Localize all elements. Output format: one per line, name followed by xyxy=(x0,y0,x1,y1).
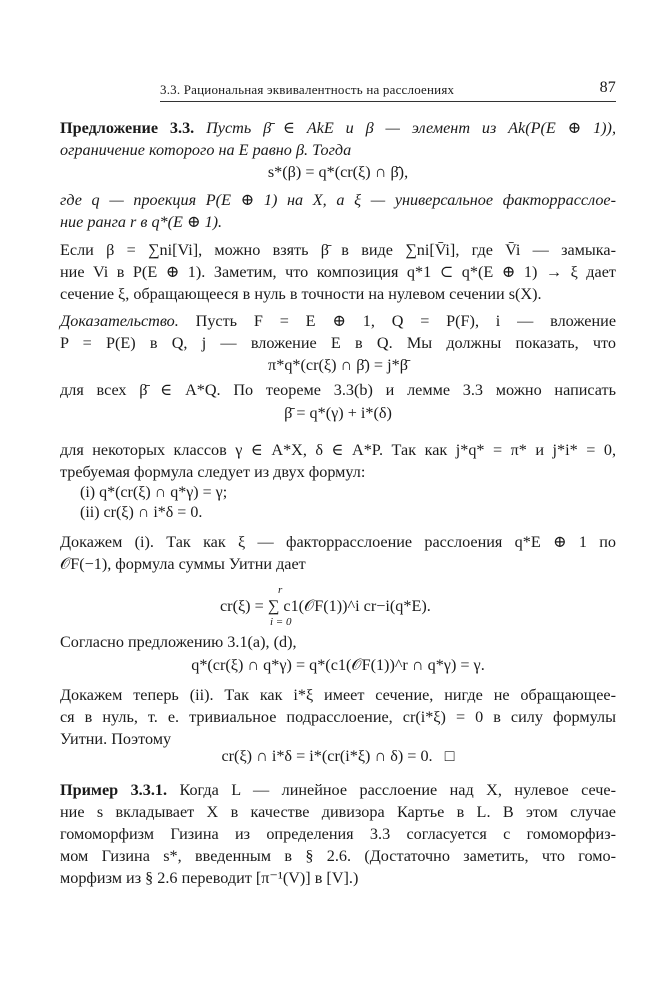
example-line-4: мом Гизина s*, введенным в § 2.6. (Достаточно заметить, что гомо- xyxy=(60,847,616,865)
remark-line-1: Если β = ∑ni[Vi], можно взять β̄ в виде ∑ni[V̄i], где V̄i — замыка- xyxy=(60,241,616,259)
proposition-line-2 xyxy=(60,140,616,160)
example-line-3: гомоморфизм Гизина из определения 3.3 согласуется с гомоморфиз- xyxy=(60,825,616,843)
remark-line-2: ние Vi в P(E ⊕ 1). Заметим, что композиция q*1 ⊂ q*(E ⊕ 1) → ξ дает xyxy=(60,263,616,281)
proof-line-8: Согласно предложению 3.1(a), (d), xyxy=(60,633,297,651)
proof-formula-1: π*q*(cr(ξ) ∩ β̄) = j*β̄ xyxy=(268,356,408,374)
remark-line-3: сечение ξ, обращающееся в нуль в точности на нулевом сечении s(X). xyxy=(60,285,542,303)
sum-upper-limit: r xyxy=(278,584,283,596)
proposition-label: Предложение 3.3. xyxy=(60,119,195,137)
proof-line-6: Докажем (i). Так как ξ — факторрасслоение расслоения q*E ⊕ 1 по xyxy=(60,533,616,551)
proof-line-2: P = P(E) в Q, j — вложение E в Q. Мы должны показать, что xyxy=(60,334,616,352)
example-label: Пример 3.3.1. xyxy=(60,781,168,799)
page-number: 87 xyxy=(599,79,616,96)
whitney-sum-formula xyxy=(220,580,480,628)
proof-item-i: (i) q*(cr(ξ) ∩ q*γ) = γ; xyxy=(80,484,228,501)
proof-formula-5 xyxy=(60,746,616,766)
proof-line-7: 𝒪F(−1), формула суммы Уитни дает xyxy=(60,555,306,573)
proposition-formula: s*(β) = q*(cr(ξ) ∩ β̄), xyxy=(267,163,409,181)
proposition-text-2: ограничение которого на E равно β. Тогда xyxy=(60,141,352,159)
whitney-formula-text: cr(ξ) = ∑ c1(𝒪F(1))^i cr−i(q*E). xyxy=(220,597,431,615)
sum-lower-limit: i = 0 xyxy=(270,616,292,628)
proof-line-1 xyxy=(60,311,616,331)
running-title: 3.3. Рациональная эквивалентность на расслоениях xyxy=(160,82,455,97)
qed-symbol: □ xyxy=(444,747,455,765)
example-line-5: морфизм из § 2.6 переводит [π⁻¹(V)] в [V].) xyxy=(60,869,359,887)
proposition-line-3 xyxy=(60,190,616,210)
proof-line-9: Докажем теперь (ii). Так как i*ξ имеет сечение, нигде не обращающее- xyxy=(60,686,616,704)
formula-5-text: cr(ξ) ∩ i*δ = i*(cr(i*ξ) ∩ δ) = 0. xyxy=(221,747,433,765)
proof-line-11: Уитни. Поэтому xyxy=(60,730,172,748)
proof-line-4: для некоторых классов γ ∈ A*X, δ ∈ A*P. Так как j*q* = π* и j*i* = 0, xyxy=(60,441,616,459)
example-line-2: ние s вкладывает X в качестве дивизора Картье в L. В этом случае xyxy=(60,803,616,821)
example-text-1: Когда L — линейное расслоение над X, нулевое сече- xyxy=(179,781,617,799)
example-line-1 xyxy=(60,780,616,800)
proof-label: Доказательство. xyxy=(60,312,179,330)
proof-line-10: ся в нуль, т. е. тривиальное подрасслоение, cr(i*ξ) = 0 в силу формулы xyxy=(60,708,616,726)
proposition-line-4 xyxy=(60,212,616,232)
proof-line-5: требуемая формула следует из двух формул: xyxy=(60,463,366,481)
proof-formula-4: q*(cr(ξ) ∩ q*γ) = q*(c1(𝒪F(1))^r ∩ q*γ) = γ. xyxy=(191,656,485,674)
proposition-text-4: ние ранга r в q*(E ⊕ 1). xyxy=(60,213,223,231)
proof-line-3: для всех β̄ ∈ A*Q. По теореме 3.3(b) и лемме 3.3 можно написать xyxy=(60,381,616,399)
proposition-text-3: где q — проекция P(E ⊕ 1) на X, a ξ — универсальное факторрасслое- xyxy=(60,191,616,209)
proposition-line-1 xyxy=(60,118,616,138)
running-header xyxy=(160,79,616,102)
proof-item-ii: (ii) cr(ξ) ∩ i*δ = 0. xyxy=(80,504,203,521)
proof-text-1: Пусть F = E ⊕ 1, Q = P(F), i — вложение xyxy=(195,312,616,330)
proposition-text-1: Пусть β̄ ∈ AkE и β — элемент из Ak(P(E ⊕ 1)), xyxy=(206,119,616,137)
proof-formula-2: β̄ = q*(γ) + i*(δ) xyxy=(284,404,392,422)
